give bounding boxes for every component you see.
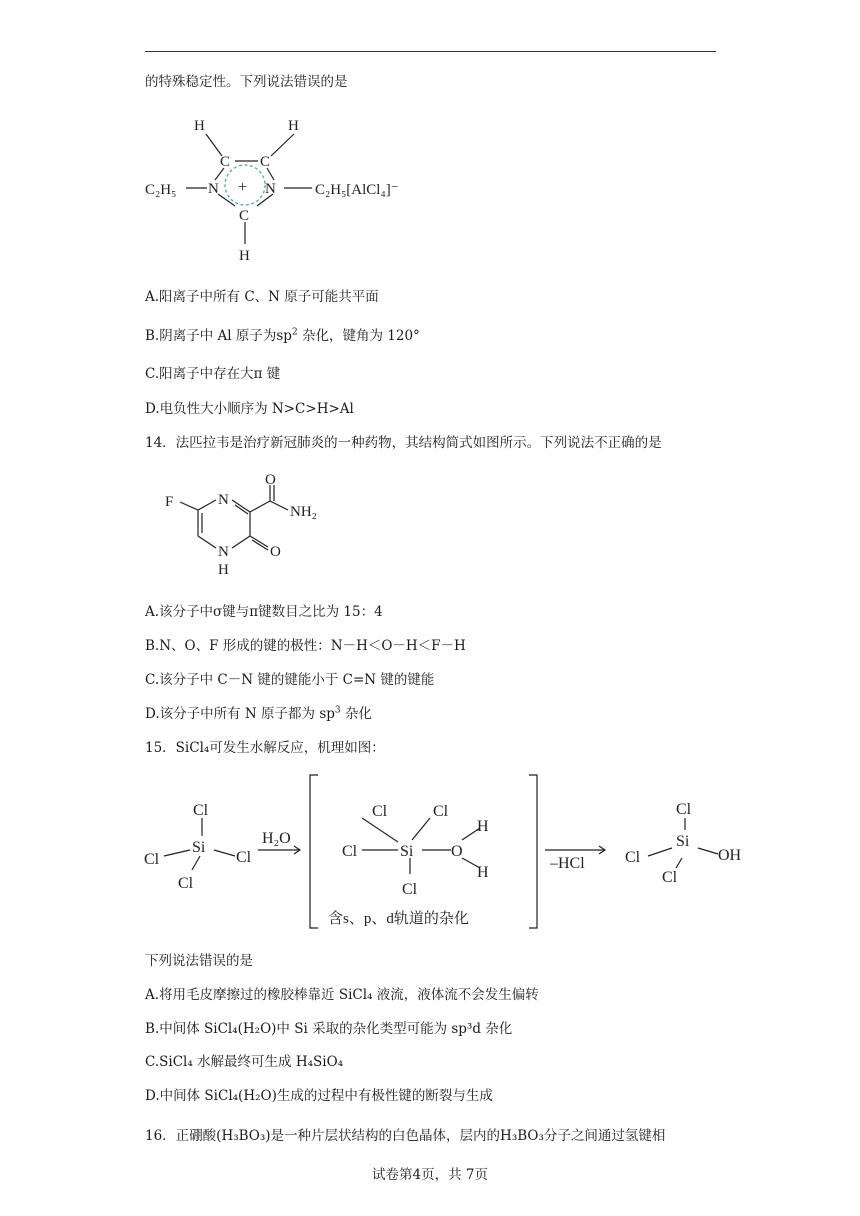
q14-option-a: A.该分子中σ键与π键数目之比为 15：4 (145, 604, 383, 620)
prod-cl-bottom: Cl (662, 869, 678, 886)
q14-stem: 14．法匹拉韦是治疗新冠肺炎的一种药物，其结构简式如图所示。下列说法不正确的是 (145, 435, 662, 451)
ring-n-bottom-label: N (218, 544, 229, 560)
prod-si: Si (676, 833, 690, 850)
int-cl-top-left: Cl (372, 803, 388, 820)
q15-option-b: B.中间体 SiCl₄(H₂O)中 Si 采取的杂化类型可能为 sp³d 杂化 (145, 1021, 513, 1037)
carbonyl-o-bottom-label: O (270, 544, 281, 560)
q15-stem: 15．SiCl₄可发生水解反应，机理如图： (145, 740, 385, 756)
int-cl-bottom: Cl (402, 881, 418, 898)
q14-option-c: C.该分子中 C－N 键的键能小于 C=N 键的键能 (145, 672, 435, 688)
carbonyl-o-top-label: O (265, 472, 276, 488)
prod-cl-top: Cl (676, 801, 692, 818)
nh2-label: NH₂ (290, 504, 317, 520)
q14-option-d: D.该分子中所有 N 原子都为 $sp^3$ 杂化 (145, 705, 372, 722)
imidazolium-structure (140, 110, 440, 270)
header-rule (145, 51, 716, 52)
q13-option-d: D.电负性大小顺序为 N>C>H>Al (145, 401, 354, 417)
ethyl-anion-label: C₂H₅[AlCl₄]⁻ (315, 182, 399, 198)
q15-option-a: A.将用毛皮摩擦过的橡胶棒靠近 SiCl₄ 液流，液体流不会发生偏转 (145, 987, 539, 1003)
hybridization-note: 含s、p、d轨道的杂化 (328, 911, 469, 927)
prod-oh: OH (718, 847, 742, 864)
sicl4-hydrolysis-mechanism (140, 770, 760, 935)
c-right-label: C (260, 154, 271, 170)
prod-cl-left: Cl (625, 849, 641, 866)
ring-nh-h-label: H (218, 562, 229, 578)
byproduct-hcl: –HCl (550, 855, 585, 872)
int-cl-top-right: Cl (433, 803, 449, 820)
q13-option-b: B.阴离子中 Al 原子为$sp^2$ 杂化，键角为 120° (145, 327, 420, 344)
int-si: Si (400, 843, 414, 860)
q15-option-c: C.SiCl₄ 水解最终可生成 H₄SiO₄ (145, 1054, 344, 1070)
h-bottom-label: H (239, 248, 250, 264)
int-h-top: H (477, 818, 489, 835)
c-left-label: C (220, 154, 231, 170)
q15-option-d: D.中间体 SiCl₄(H₂O)生成的过程中有极性键的断裂与生成 (145, 1088, 493, 1104)
int-cl-left: Cl (342, 843, 358, 860)
sicl4-cl-top: Cl (193, 802, 209, 819)
q16-stem: 16．正硼酸(H₃BO₃)是一种片层状结构的白色晶体，层内的H₃BO₃分子之间通过氢键相 (145, 1128, 666, 1144)
favipiravir-structure (160, 470, 360, 585)
h-left-label: H (194, 118, 205, 134)
q13-option-c: C.阳离子中存在大π 键 (145, 366, 281, 382)
page-footer: 试卷第4页，共 7页 (372, 1167, 488, 1183)
q14-option-b: B.N、O、F 形成的键的极性：N－H＜O－H＜F－H (145, 638, 466, 654)
reagent-h2o: H₂O (262, 830, 291, 847)
q13-option-a: A.阳离子中所有 C、N 原子可能共平面 (145, 289, 379, 305)
plus-label: + (238, 179, 248, 196)
int-h-bottom: H (477, 864, 489, 881)
h-right-label: H (288, 118, 299, 134)
int-o: O (451, 843, 463, 860)
n-right-label: N (265, 181, 276, 197)
fluorine-label: F (165, 494, 174, 510)
ethyl-left-label: C₂H₅ (145, 182, 177, 198)
ring-n-top-label: N (218, 492, 229, 508)
intro-text: 的特殊稳定性。下列说法错误的是 (145, 74, 348, 90)
c-bottom-label: C (239, 208, 250, 224)
sicl4-cl-left: Cl (144, 851, 160, 868)
sicl4-cl-bottom: Cl (178, 875, 194, 892)
sicl4-si: Si (192, 839, 206, 856)
q15-lead: 下列说法错误的是 (145, 953, 253, 969)
sicl4-cl-right: Cl (236, 849, 252, 866)
n-left-label: N (208, 181, 219, 197)
